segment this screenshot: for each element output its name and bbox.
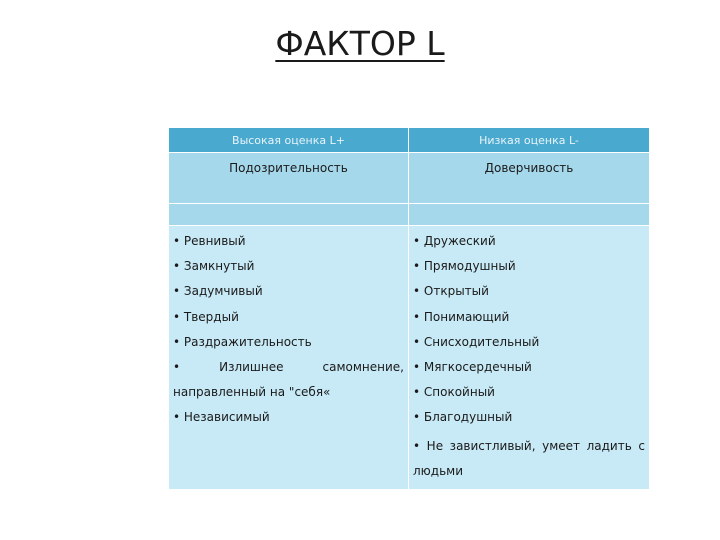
list-item: • Твердый (173, 309, 239, 324)
high-traits-list (173, 232, 404, 434)
traits-row (169, 226, 650, 490)
list-item: • Снисходительный (413, 334, 540, 349)
list-item: • Прямодушный (413, 259, 516, 274)
spacer-cell-left (169, 204, 409, 226)
list-item: • Открытый (413, 284, 489, 299)
subheader-high: Подозрительность (169, 153, 409, 204)
list-item: • Ревнивый (173, 234, 246, 248)
header-high-score: Высокая оценка L+ (169, 128, 409, 153)
list-item: • Замкнутый (173, 259, 255, 274)
list-item: • Раздражительность (173, 334, 312, 349)
slide-title-text: ФАКТОР L (275, 24, 445, 63)
subheader-low: Доверчивость (409, 153, 650, 204)
subheader-row (169, 153, 650, 204)
low-traits-cell (409, 226, 650, 490)
high-traits-cell (169, 226, 409, 490)
list-item: • Понимающий (413, 309, 510, 324)
header-row (169, 128, 650, 153)
spacer-cell-right (409, 204, 650, 226)
list-item-continuation: направленный на "себя« (173, 385, 331, 400)
list-item: • Дружеский (413, 234, 496, 248)
list-item: • Независимый (173, 410, 270, 425)
list-item: • Задумчивый (173, 284, 263, 299)
list-item: • Излишнее самомнение, (173, 359, 404, 374)
list-item: • Не завистливый, умеет ладить с людьми (413, 438, 645, 478)
spacer-row (169, 204, 650, 226)
factor-table (168, 127, 650, 490)
list-item: • Благодушный (413, 410, 513, 425)
header-low-score: Низкая оценка L- (409, 128, 650, 153)
slide-title (0, 24, 720, 64)
list-item: • Мягкосердечный (413, 359, 532, 374)
low-traits-list (413, 232, 645, 484)
list-item: • Спокойный (413, 385, 495, 400)
